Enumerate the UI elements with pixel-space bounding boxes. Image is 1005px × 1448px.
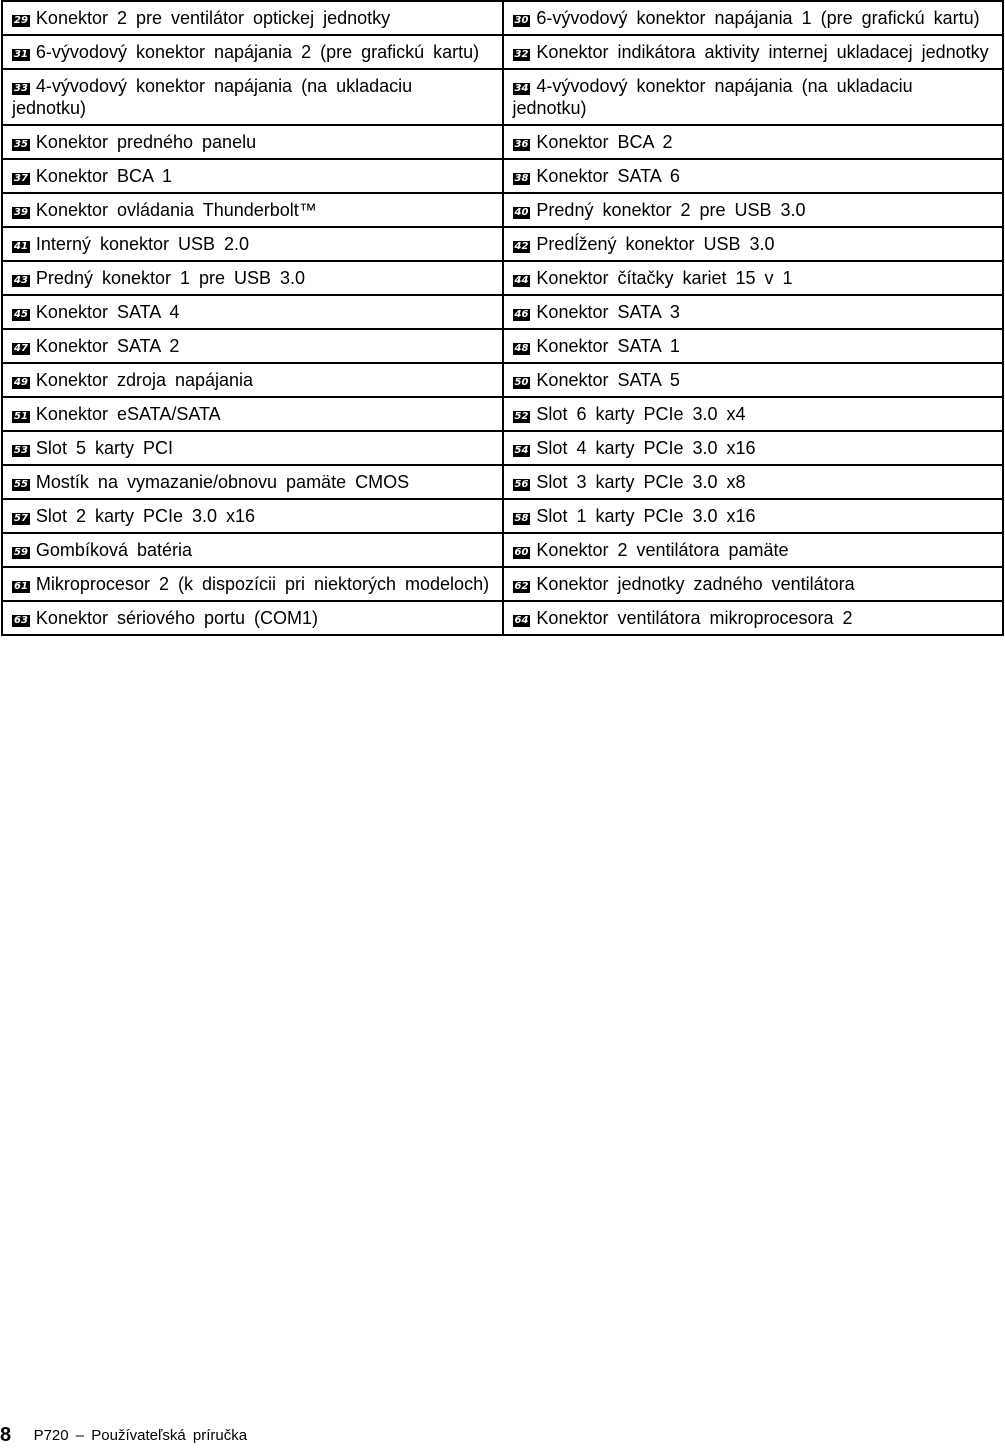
callout-number-badge: 55 [14, 479, 28, 490]
connector-label: Predný konektor 1 pre USB 3.0 [35, 268, 306, 288]
callout-number-badge: 51 [14, 411, 28, 422]
connector-label: Konektor 2 ventilátora pamäte [536, 540, 789, 560]
callout-number-badge: 36 [514, 139, 529, 150]
connector-label: Konektor ovládania Thunderbolt™ [35, 200, 317, 220]
table-cell [2, 465, 503, 499]
callout-number-badge: 31 [14, 49, 28, 60]
table-row [2, 465, 1003, 499]
table-cell [2, 261, 503, 295]
table-row [2, 159, 1003, 193]
table-cell [2, 431, 503, 465]
callout-number-badge: 48 [514, 343, 529, 354]
table-row [2, 533, 1003, 567]
callout-number-badge: 35 [14, 139, 28, 150]
table-body [2, 1, 1003, 635]
callout-number-badge: 56 [514, 479, 529, 490]
table-cell [503, 533, 1004, 567]
table-cell [2, 69, 503, 125]
callout-number-badge: 40 [514, 207, 529, 218]
table-cell [503, 397, 1004, 431]
connector-label: Slot 6 karty PCIe 3.0 x4 [536, 404, 746, 424]
callout-number-badge: 50 [514, 377, 529, 388]
table-cell [503, 329, 1004, 363]
table-cell [503, 159, 1004, 193]
connector-label: Mikroprocesor 2 (k dispozícii pri niektorých modeloch) [35, 574, 490, 594]
table-row [2, 567, 1003, 601]
connector-label: Slot 3 karty PCIe 3.0 x8 [536, 472, 746, 492]
table-cell [503, 35, 1004, 69]
table-cell [503, 567, 1004, 601]
callout-number-badge: 62 [514, 581, 529, 592]
table-row [2, 499, 1003, 533]
callout-number-badge: 44 [514, 275, 529, 286]
connector-label: Konektor SATA 1 [536, 336, 680, 356]
callout-number-badge: 38 [514, 173, 529, 184]
callout-number-badge: 30 [514, 15, 529, 26]
table-row [2, 431, 1003, 465]
table-cell [503, 261, 1004, 295]
table-cell [2, 601, 503, 635]
footer-title: P720 – Používateľská príručka [33, 1427, 248, 1444]
table-cell [2, 193, 503, 227]
callout-number-badge: 43 [14, 275, 28, 286]
table-cell [2, 397, 503, 431]
table-cell [2, 295, 503, 329]
connector-label: Konektor SATA 5 [536, 370, 680, 390]
table-cell [503, 363, 1004, 397]
table-cell [503, 601, 1004, 635]
table-cell [2, 1, 503, 35]
table-row [2, 363, 1003, 397]
connector-label: Konektor predného panelu [35, 132, 257, 152]
callout-number-badge: 57 [14, 513, 28, 524]
callout-number-badge: 59 [14, 547, 28, 558]
table-row [2, 1, 1003, 35]
callout-number-badge: 49 [14, 377, 28, 388]
connector-label: Slot 2 karty PCIe 3.0 x16 [35, 506, 256, 526]
table-cell [2, 499, 503, 533]
callout-number-badge: 32 [514, 49, 529, 60]
table-row [2, 397, 1003, 431]
connector-label: Konektor SATA 2 [35, 336, 180, 356]
connector-label: 6-vývodový konektor napájania 2 (pre grafickú kartu) [35, 42, 480, 62]
connector-label: Konektor čítačky kariet 15 v 1 [536, 268, 793, 288]
callout-number-badge: 29 [14, 15, 28, 26]
connector-label: Konektor 2 pre ventilátor optickej jednotky [35, 8, 391, 28]
callout-number-badge: 45 [14, 309, 28, 320]
callout-number-badge: 58 [514, 513, 529, 524]
connector-label: 4-vývodový konektor napájania (na ukladaciu jednotku) [12, 76, 413, 118]
callout-number-badge: 54 [514, 445, 529, 456]
callout-number-badge: 47 [14, 343, 28, 354]
table-row [2, 69, 1003, 125]
connector-label: Konektor sériového portu (COM1) [35, 608, 319, 628]
table-cell [503, 125, 1004, 159]
callout-number-badge: 37 [14, 173, 28, 184]
callout-number-badge: 63 [14, 615, 28, 626]
table-cell [503, 499, 1004, 533]
table-cell [503, 295, 1004, 329]
page-number: 8 [0, 1424, 12, 1446]
table-row [2, 35, 1003, 69]
table-row [2, 329, 1003, 363]
table-row [2, 295, 1003, 329]
connector-label: Konektor BCA 1 [35, 166, 172, 186]
table-cell [2, 35, 503, 69]
table-cell [2, 567, 503, 601]
connector-label: Interný konektor USB 2.0 [35, 234, 250, 254]
connector-label: 4-vývodový konektor napájania (na ukladaciu jednotku) [512, 76, 913, 118]
callout-number-badge: 64 [514, 615, 529, 626]
table-cell [2, 329, 503, 363]
connector-label: Konektor eSATA/SATA [35, 404, 221, 424]
connector-label: Predný konektor 2 pre USB 3.0 [536, 200, 806, 220]
connector-label: Konektor SATA 4 [35, 302, 180, 322]
connector-table [1, 0, 1004, 636]
table-cell [2, 159, 503, 193]
table-cell [2, 125, 503, 159]
table-cell [503, 465, 1004, 499]
connector-label: Konektor BCA 2 [536, 132, 673, 152]
connector-label: Konektor jednotky zadného ventilátora [536, 574, 855, 594]
callout-number-badge: 52 [514, 411, 529, 422]
connector-label: 6-vývodový konektor napájania 1 (pre grafickú kartu) [536, 8, 980, 28]
connector-label: Gombíková batéria [35, 540, 192, 560]
callout-number-badge: 41 [14, 241, 28, 252]
connector-label: Konektor SATA 3 [536, 302, 680, 322]
table-row [2, 261, 1003, 295]
table-row [2, 125, 1003, 159]
table-cell [2, 227, 503, 261]
callout-number-badge: 33 [14, 83, 28, 94]
connector-label: Mostík na vymazanie/obnovu pamäte CMOS [35, 472, 410, 492]
callout-number-badge: 60 [514, 547, 529, 558]
table-cell [503, 69, 1004, 125]
table-cell [2, 533, 503, 567]
connector-label: Konektor indikátora aktivity internej ukladacej jednotky [536, 42, 989, 62]
table-row [2, 601, 1003, 635]
callout-number-badge: 53 [14, 445, 28, 456]
connector-label: Slot 4 karty PCIe 3.0 x16 [536, 438, 756, 458]
callout-number-badge: 61 [14, 581, 28, 592]
connector-label: Slot 5 karty PCI [35, 438, 173, 458]
table-cell [503, 193, 1004, 227]
connector-label: Konektor ventilátora mikroprocesora 2 [536, 608, 853, 628]
table-row [2, 193, 1003, 227]
callout-number-badge: 34 [514, 83, 529, 94]
callout-number-badge: 46 [514, 309, 529, 320]
connector-label: Predĺžený konektor USB 3.0 [536, 234, 775, 254]
table-row [2, 227, 1003, 261]
connector-label: Slot 1 karty PCIe 3.0 x16 [536, 506, 756, 526]
table-cell [503, 1, 1004, 35]
callout-number-badge: 39 [14, 207, 28, 218]
table-cell [503, 227, 1004, 261]
callout-number-badge: 42 [514, 241, 529, 252]
connector-label: Konektor zdroja napájania [35, 370, 254, 390]
page-footer [0, 1424, 247, 1448]
connector-label: Konektor SATA 6 [536, 166, 680, 186]
table-cell [2, 363, 503, 397]
table-cell [503, 431, 1004, 465]
